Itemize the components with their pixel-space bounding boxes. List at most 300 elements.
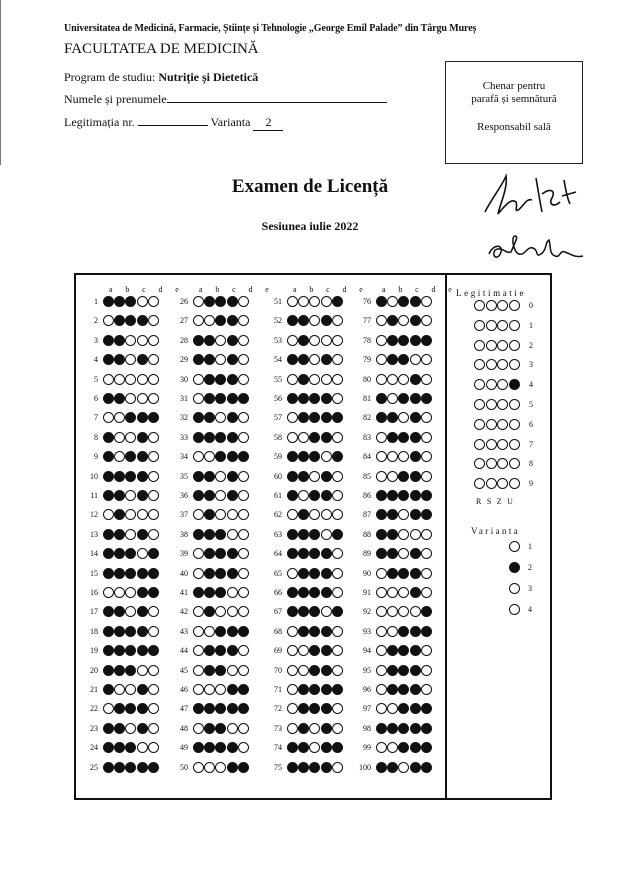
- answer-bubble[interactable]: [238, 432, 249, 443]
- answer-bubble[interactable]: [421, 684, 432, 695]
- answer-bubble[interactable]: [287, 684, 298, 695]
- answer-bubble[interactable]: [410, 490, 421, 501]
- answer-bubble[interactable]: [227, 509, 238, 520]
- answer-bubble[interactable]: [376, 296, 387, 307]
- answer-bubble[interactable]: [309, 762, 320, 773]
- answer-bubble[interactable]: [137, 451, 148, 462]
- answer-bubble[interactable]: [309, 665, 320, 676]
- answer-bubble[interactable]: [321, 335, 332, 346]
- answer-bubble[interactable]: [332, 451, 343, 462]
- legitimatie-bubble[interactable]: [486, 340, 497, 351]
- answer-bubble[interactable]: [148, 645, 159, 656]
- answer-bubble[interactable]: [398, 374, 409, 385]
- legitimatie-bubble[interactable]: [509, 419, 520, 430]
- answer-bubble[interactable]: [238, 374, 249, 385]
- legitimatie-bubble[interactable]: [474, 439, 485, 450]
- variant-field[interactable]: 2: [253, 115, 283, 131]
- answer-bubble[interactable]: [227, 393, 238, 404]
- answer-bubble[interactable]: [376, 471, 387, 482]
- answer-bubble[interactable]: [298, 471, 309, 482]
- legitimatie-bubble[interactable]: [486, 458, 497, 469]
- answer-bubble[interactable]: [410, 645, 421, 656]
- answer-bubble[interactable]: [227, 626, 238, 637]
- answer-bubble[interactable]: [387, 335, 398, 346]
- answer-bubble[interactable]: [227, 665, 238, 676]
- answer-bubble[interactable]: [321, 568, 332, 579]
- legitimatie-bubble[interactable]: [474, 300, 485, 311]
- answer-bubble[interactable]: [137, 412, 148, 423]
- answer-bubble[interactable]: [215, 374, 226, 385]
- answer-bubble[interactable]: [103, 684, 114, 695]
- answer-bubble[interactable]: [148, 762, 159, 773]
- answer-bubble[interactable]: [114, 374, 125, 385]
- answer-bubble[interactable]: [148, 374, 159, 385]
- answer-bubble[interactable]: [148, 354, 159, 365]
- answer-bubble[interactable]: [376, 684, 387, 695]
- answer-bubble[interactable]: [148, 529, 159, 540]
- answer-bubble[interactable]: [410, 412, 421, 423]
- answer-bubble[interactable]: [321, 762, 332, 773]
- answer-bubble[interactable]: [321, 393, 332, 404]
- answer-bubble[interactable]: [410, 703, 421, 714]
- answer-bubble[interactable]: [204, 626, 215, 637]
- answer-bubble[interactable]: [321, 742, 332, 753]
- answer-bubble[interactable]: [114, 762, 125, 773]
- answer-bubble[interactable]: [376, 665, 387, 676]
- answer-bubble[interactable]: [148, 548, 159, 559]
- legitimatie-bubble[interactable]: [474, 399, 485, 410]
- answer-bubble[interactable]: [410, 354, 421, 365]
- answer-bubble[interactable]: [298, 432, 309, 443]
- legitimatie-bubble[interactable]: [497, 320, 508, 331]
- answer-bubble[interactable]: [287, 665, 298, 676]
- answer-bubble[interactable]: [376, 374, 387, 385]
- answer-bubble[interactable]: [321, 471, 332, 482]
- answer-bubble[interactable]: [410, 296, 421, 307]
- legitimatie-bubble[interactable]: [486, 478, 497, 489]
- answer-bubble[interactable]: [137, 393, 148, 404]
- answer-bubble[interactable]: [227, 374, 238, 385]
- answer-bubble[interactable]: [137, 354, 148, 365]
- answer-bubble[interactable]: [387, 432, 398, 443]
- answer-bubble[interactable]: [148, 742, 159, 753]
- answer-bubble[interactable]: [421, 490, 432, 501]
- answer-bubble[interactable]: [238, 645, 249, 656]
- varianta-bubble[interactable]: [509, 583, 520, 594]
- answer-bubble[interactable]: [227, 451, 238, 462]
- answer-bubble[interactable]: [148, 684, 159, 695]
- answer-bubble[interactable]: [238, 471, 249, 482]
- answer-bubble[interactable]: [387, 471, 398, 482]
- answer-bubble[interactable]: [227, 412, 238, 423]
- legitimatie-bubble[interactable]: [486, 379, 497, 390]
- answer-bubble[interactable]: [287, 490, 298, 501]
- answer-bubble[interactable]: [215, 665, 226, 676]
- answer-bubble[interactable]: [238, 393, 249, 404]
- answer-bubble[interactable]: [287, 568, 298, 579]
- answer-bubble[interactable]: [421, 626, 432, 637]
- answer-bubble[interactable]: [125, 665, 136, 676]
- answer-bubble[interactable]: [227, 684, 238, 695]
- answer-bubble[interactable]: [215, 471, 226, 482]
- answer-bubble[interactable]: [238, 742, 249, 753]
- answer-bubble[interactable]: [410, 335, 421, 346]
- answer-bubble[interactable]: [137, 335, 148, 346]
- answer-bubble[interactable]: [204, 335, 215, 346]
- answer-bubble[interactable]: [298, 374, 309, 385]
- answer-bubble[interactable]: [421, 723, 432, 734]
- answer-bubble[interactable]: [103, 471, 114, 482]
- answer-bubble[interactable]: [238, 762, 249, 773]
- legitimatie-bubble[interactable]: [509, 439, 520, 450]
- answer-bubble[interactable]: [376, 587, 387, 598]
- answer-bubble[interactable]: [410, 742, 421, 753]
- answer-bubble[interactable]: [238, 568, 249, 579]
- answer-bubble[interactable]: [114, 432, 125, 443]
- answer-bubble[interactable]: [103, 762, 114, 773]
- answer-bubble[interactable]: [298, 335, 309, 346]
- answer-bubble[interactable]: [421, 296, 432, 307]
- answer-bubble[interactable]: [103, 568, 114, 579]
- answer-bubble[interactable]: [287, 432, 298, 443]
- answer-bubble[interactable]: [321, 587, 332, 598]
- answer-bubble[interactable]: [114, 335, 125, 346]
- answer-bubble[interactable]: [238, 665, 249, 676]
- answer-bubble[interactable]: [103, 626, 114, 637]
- varianta-bubble[interactable]: [509, 604, 520, 615]
- answer-bubble[interactable]: [204, 471, 215, 482]
- legitimatie-bubble[interactable]: [486, 419, 497, 430]
- answer-bubble[interactable]: [114, 626, 125, 637]
- answer-bubble[interactable]: [410, 509, 421, 520]
- answer-bubble[interactable]: [321, 296, 332, 307]
- answer-bubble[interactable]: [387, 529, 398, 540]
- answer-bubble[interactable]: [410, 762, 421, 773]
- answer-bubble[interactable]: [204, 529, 215, 540]
- answer-bubble[interactable]: [332, 645, 343, 656]
- answer-bubble[interactable]: [103, 665, 114, 676]
- answer-bubble[interactable]: [321, 432, 332, 443]
- answer-bubble[interactable]: [421, 762, 432, 773]
- answer-bubble[interactable]: [227, 315, 238, 326]
- answer-bubble[interactable]: [148, 393, 159, 404]
- answer-bubble[interactable]: [193, 432, 204, 443]
- answer-bubble[interactable]: [137, 509, 148, 520]
- answer-bubble[interactable]: [137, 548, 148, 559]
- answer-bubble[interactable]: [227, 529, 238, 540]
- answer-bubble[interactable]: [238, 451, 249, 462]
- varianta-bubble[interactable]: [509, 541, 520, 552]
- answer-bubble[interactable]: [238, 548, 249, 559]
- answer-bubble[interactable]: [227, 606, 238, 617]
- answer-bubble[interactable]: [238, 529, 249, 540]
- answer-bubble[interactable]: [227, 432, 238, 443]
- answer-bubble[interactable]: [410, 587, 421, 598]
- answer-bubble[interactable]: [410, 665, 421, 676]
- answer-bubble[interactable]: [193, 296, 204, 307]
- answer-bubble[interactable]: [332, 626, 343, 637]
- answer-bubble[interactable]: [376, 432, 387, 443]
- answer-bubble[interactable]: [410, 432, 421, 443]
- answer-bubble[interactable]: [421, 451, 432, 462]
- answer-bubble[interactable]: [287, 587, 298, 598]
- answer-bubble[interactable]: [148, 665, 159, 676]
- answer-bubble[interactable]: [125, 374, 136, 385]
- answer-bubble[interactable]: [227, 354, 238, 365]
- answer-bubble[interactable]: [193, 374, 204, 385]
- answer-bubble[interactable]: [148, 335, 159, 346]
- answer-bubble[interactable]: [298, 529, 309, 540]
- answer-bubble[interactable]: [287, 471, 298, 482]
- answer-bubble[interactable]: [332, 335, 343, 346]
- answer-bubble[interactable]: [376, 626, 387, 637]
- answer-bubble[interactable]: [103, 335, 114, 346]
- answer-bubble[interactable]: [421, 645, 432, 656]
- answer-bubble[interactable]: [137, 315, 148, 326]
- answer-bubble[interactable]: [137, 568, 148, 579]
- answer-bubble[interactable]: [227, 703, 238, 714]
- answer-bubble[interactable]: [227, 568, 238, 579]
- answer-bubble[interactable]: [332, 762, 343, 773]
- legitimatie-bubble[interactable]: [509, 379, 520, 390]
- answer-bubble[interactable]: [421, 568, 432, 579]
- answer-bubble[interactable]: [321, 626, 332, 637]
- answer-bubble[interactable]: [376, 335, 387, 346]
- answer-bubble[interactable]: [298, 626, 309, 637]
- answer-bubble[interactable]: [287, 626, 298, 637]
- answer-bubble[interactable]: [148, 432, 159, 443]
- answer-bubble[interactable]: [321, 684, 332, 695]
- answer-bubble[interactable]: [204, 762, 215, 773]
- answer-bubble[interactable]: [227, 645, 238, 656]
- legitimatie-bubble[interactable]: [486, 320, 497, 331]
- answer-bubble[interactable]: [287, 723, 298, 734]
- answer-bubble[interactable]: [410, 723, 421, 734]
- answer-bubble[interactable]: [398, 762, 409, 773]
- answer-bubble[interactable]: [103, 723, 114, 734]
- legitimatie-bubble[interactable]: [509, 300, 520, 311]
- answer-bubble[interactable]: [332, 742, 343, 753]
- answer-bubble[interactable]: [148, 568, 159, 579]
- answer-bubble[interactable]: [398, 568, 409, 579]
- legitimatie-bubble[interactable]: [474, 320, 485, 331]
- answer-bubble[interactable]: [410, 374, 421, 385]
- answer-bubble[interactable]: [114, 568, 125, 579]
- answer-bubble[interactable]: [332, 548, 343, 559]
- answer-bubble[interactable]: [137, 587, 148, 598]
- answer-bubble[interactable]: [287, 762, 298, 773]
- answer-bubble[interactable]: [410, 684, 421, 695]
- answer-bubble[interactable]: [332, 296, 343, 307]
- answer-bubble[interactable]: [137, 645, 148, 656]
- answer-bubble[interactable]: [193, 684, 204, 695]
- answer-bubble[interactable]: [376, 568, 387, 579]
- answer-bubble[interactable]: [238, 723, 249, 734]
- answer-bubble[interactable]: [421, 432, 432, 443]
- legitimatie-bubble[interactable]: [474, 419, 485, 430]
- answer-bubble[interactable]: [193, 723, 204, 734]
- answer-bubble[interactable]: [410, 626, 421, 637]
- answer-bubble[interactable]: [204, 568, 215, 579]
- answer-bubble[interactable]: [421, 529, 432, 540]
- answer-bubble[interactable]: [298, 762, 309, 773]
- answer-bubble[interactable]: [204, 665, 215, 676]
- answer-bubble[interactable]: [410, 548, 421, 559]
- answer-bubble[interactable]: [376, 762, 387, 773]
- answer-bubble[interactable]: [193, 665, 204, 676]
- answer-bubble[interactable]: [421, 742, 432, 753]
- legitimatie-bubble[interactable]: [509, 478, 520, 489]
- answer-bubble[interactable]: [137, 626, 148, 637]
- answer-bubble[interactable]: [321, 490, 332, 501]
- answer-bubble[interactable]: [321, 509, 332, 520]
- answer-bubble[interactable]: [387, 374, 398, 385]
- answer-bubble[interactable]: [410, 393, 421, 404]
- answer-bubble[interactable]: [309, 568, 320, 579]
- answer-bubble[interactable]: [421, 393, 432, 404]
- answer-bubble[interactable]: [321, 703, 332, 714]
- answer-bubble[interactable]: [298, 665, 309, 676]
- answer-bubble[interactable]: [137, 684, 148, 695]
- answer-bubble[interactable]: [148, 451, 159, 462]
- answer-bubble[interactable]: [137, 374, 148, 385]
- answer-bubble[interactable]: [227, 587, 238, 598]
- answer-bubble[interactable]: [321, 354, 332, 365]
- answer-bubble[interactable]: [193, 335, 204, 346]
- answer-bubble[interactable]: [148, 471, 159, 482]
- answer-bubble[interactable]: [421, 471, 432, 482]
- answer-bubble[interactable]: [421, 665, 432, 676]
- answer-bubble[interactable]: [332, 393, 343, 404]
- answer-bubble[interactable]: [321, 529, 332, 540]
- answer-bubble[interactable]: [238, 626, 249, 637]
- answer-bubble[interactable]: [321, 374, 332, 385]
- answer-bubble[interactable]: [148, 626, 159, 637]
- answer-bubble[interactable]: [114, 471, 125, 482]
- answer-bubble[interactable]: [321, 645, 332, 656]
- answer-bubble[interactable]: [103, 587, 114, 598]
- answer-bubble[interactable]: [227, 723, 238, 734]
- answer-bubble[interactable]: [238, 335, 249, 346]
- answer-bubble[interactable]: [125, 762, 136, 773]
- answer-bubble[interactable]: [332, 568, 343, 579]
- answer-bubble[interactable]: [227, 471, 238, 482]
- answer-bubble[interactable]: [193, 762, 204, 773]
- legitimatie-bubble[interactable]: [486, 359, 497, 370]
- answer-bubble[interactable]: [376, 723, 387, 734]
- legitimatie-bubble[interactable]: [509, 320, 520, 331]
- answer-bubble[interactable]: [387, 665, 398, 676]
- answer-bubble[interactable]: [137, 723, 148, 734]
- answer-bubble[interactable]: [321, 548, 332, 559]
- answer-bubble[interactable]: [137, 742, 148, 753]
- answer-bubble[interactable]: [238, 354, 249, 365]
- answer-bubble[interactable]: [204, 723, 215, 734]
- answer-bubble[interactable]: [114, 723, 125, 734]
- answer-bubble[interactable]: [287, 374, 298, 385]
- legitimatie-bubble[interactable]: [497, 419, 508, 430]
- answer-bubble[interactable]: [137, 606, 148, 617]
- answer-bubble[interactable]: [137, 296, 148, 307]
- answer-bubble[interactable]: [148, 723, 159, 734]
- legitimatie-bubble[interactable]: [486, 399, 497, 410]
- answer-bubble[interactable]: [398, 471, 409, 482]
- answer-bubble[interactable]: [321, 315, 332, 326]
- answer-bubble[interactable]: [410, 471, 421, 482]
- answer-bubble[interactable]: [148, 587, 159, 598]
- answer-bubble[interactable]: [103, 529, 114, 540]
- answer-bubble[interactable]: [193, 471, 204, 482]
- answer-bubble[interactable]: [238, 296, 249, 307]
- answer-bubble[interactable]: [410, 315, 421, 326]
- answer-bubble[interactable]: [287, 529, 298, 540]
- answer-bubble[interactable]: [410, 606, 421, 617]
- answer-bubble[interactable]: [387, 626, 398, 637]
- answer-bubble[interactable]: [227, 335, 238, 346]
- answer-bubble[interactable]: [148, 490, 159, 501]
- answer-bubble[interactable]: [238, 684, 249, 695]
- answer-bubble[interactable]: [193, 529, 204, 540]
- answer-bubble[interactable]: [227, 296, 238, 307]
- answer-bubble[interactable]: [398, 665, 409, 676]
- answer-bubble[interactable]: [103, 490, 114, 501]
- answer-bubble[interactable]: [215, 568, 226, 579]
- answer-bubble[interactable]: [321, 665, 332, 676]
- answer-bubble[interactable]: [332, 723, 343, 734]
- answer-bubble[interactable]: [309, 471, 320, 482]
- answer-bubble[interactable]: [410, 568, 421, 579]
- answer-bubble[interactable]: [193, 587, 204, 598]
- answer-bubble[interactable]: [421, 548, 432, 559]
- answer-bubble[interactable]: [321, 606, 332, 617]
- answer-bubble[interactable]: [148, 296, 159, 307]
- answer-bubble[interactable]: [103, 432, 114, 443]
- legitimatie-bubble[interactable]: [486, 300, 497, 311]
- answer-bubble[interactable]: [137, 471, 148, 482]
- answer-bubble[interactable]: [287, 393, 298, 404]
- legitimatie-bubble[interactable]: [509, 340, 520, 351]
- legitimatie-bubble[interactable]: [474, 340, 485, 351]
- legitimatie-bubble[interactable]: [497, 439, 508, 450]
- answer-bubble[interactable]: [332, 490, 343, 501]
- answer-bubble[interactable]: [332, 665, 343, 676]
- answer-bubble[interactable]: [332, 471, 343, 482]
- answer-bubble[interactable]: [321, 451, 332, 462]
- answer-bubble[interactable]: [227, 548, 238, 559]
- id-field[interactable]: [138, 115, 208, 126]
- answer-bubble[interactable]: [287, 335, 298, 346]
- answer-bubble[interactable]: [238, 587, 249, 598]
- answer-bubble[interactable]: [125, 471, 136, 482]
- answer-bubble[interactable]: [298, 723, 309, 734]
- answer-bubble[interactable]: [332, 374, 343, 385]
- answer-bubble[interactable]: [421, 354, 432, 365]
- answer-bubble[interactable]: [137, 432, 148, 443]
- answer-bubble[interactable]: [227, 490, 238, 501]
- answer-bubble[interactable]: [332, 432, 343, 443]
- answer-bubble[interactable]: [137, 529, 148, 540]
- answer-bubble[interactable]: [287, 296, 298, 307]
- answer-bubble[interactable]: [332, 587, 343, 598]
- answer-bubble[interactable]: [103, 374, 114, 385]
- answer-bubble[interactable]: [137, 762, 148, 773]
- answer-bubble[interactable]: [103, 393, 114, 404]
- answer-bubble[interactable]: [227, 762, 238, 773]
- answer-bubble[interactable]: [298, 568, 309, 579]
- answer-bubble[interactable]: [376, 490, 387, 501]
- answer-bubble[interactable]: [103, 296, 114, 307]
- answer-bubble[interactable]: [193, 568, 204, 579]
